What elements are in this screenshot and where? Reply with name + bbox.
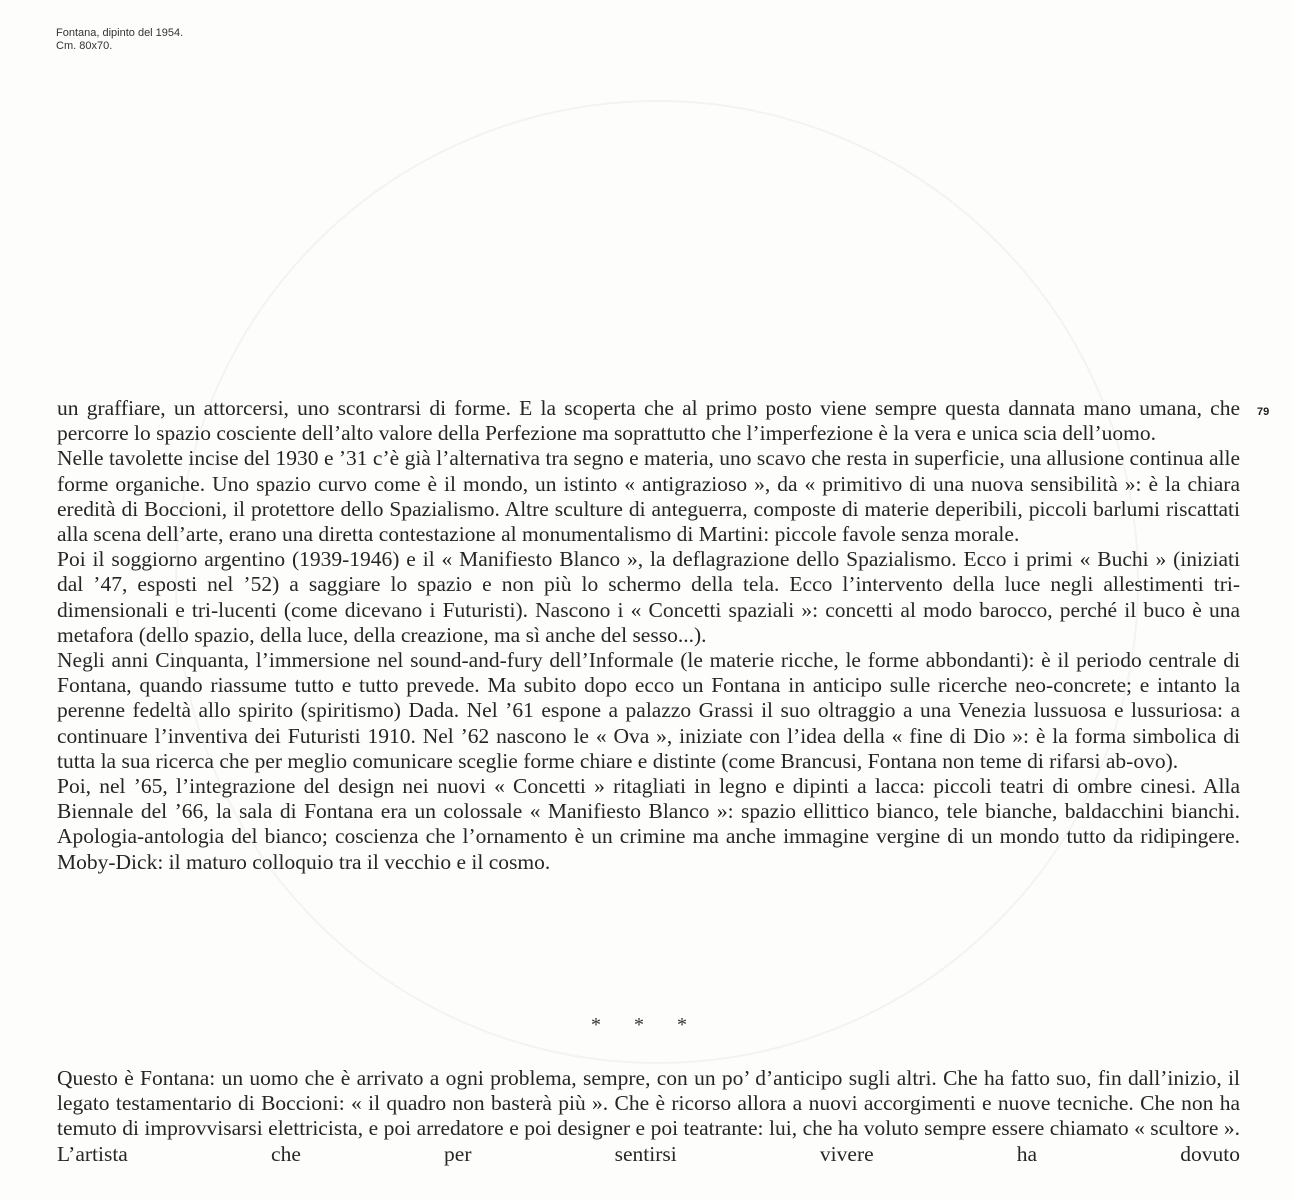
body-text — [57, 396, 1240, 875]
caption-dimensions: Cm. 80x70. — [56, 40, 113, 52]
image-caption — [56, 27, 183, 53]
paragraph: Negli anni Cinquanta, l’immersione nel sound-and-fury dell’Informale (le materie ricche, le forme abbondanti): è il periodo centrale di Fontana, quando riassume tutto e tutto prevede. Ma subito dopo ecco un Fontana in anticipo sulle ricerche neo-concrete; e intanto la perenne fedeltà allo spirito (spiritismo) Dada. Nel ’61 espone a palazzo Grassi il suo oltraggio a una Venezia lussuosa e lussuriosa: a continuare l’inventiva dei Futuristi 1910. Nel ’62 nascono le « Ova », iniziate con l’idea della « fine di Dio »: è la forma simbolica di tutta la sua ricerca che per meglio comunicare sceglie forme chiare e distinte (come Brancusi, Fontana non teme di rifarsi ab-ovo). — [57, 648, 1240, 773]
caption-title: Fontana, dipinto del 1954. — [56, 27, 184, 39]
closing-text — [57, 1066, 1240, 1167]
section-separator: * * * — [591, 1014, 701, 1036]
paragraph: Poi, nel ’65, l’integrazione del design nei nuovi « Concetti » ritagliati in legno e dipinti a lacca: piccoli teatri di ombre cinesi. Alla Biennale del ’66, la sala di Fontana era un colossale « Manifiesto Blanco »: spazio ellittico bianco, tele bianche, baldacchini bianchi. Apologia-antologia del bianco; coscienza che l’ornamento è un crimine ma anche immagine vergine di un mondo tutto da ridipingere. Moby-Dick: il maturo colloquio tra il vecchio e il cosmo. — [57, 774, 1240, 874]
paragraph: Poi il soggiorno argentino (1939-1946) e il « Manifiesto Blanco », la deflagrazione dello Spazialismo. Ecco i primi « Buchi » (iniziati dal ’47, esposti nel ’52) a saggiare lo spazio e non più lo schermo della tela. Ecco l’intervento della luce negli allestimenti tri-dimensionali e tri-lucenti (come dicevano i Futuristi). Nascono i « Concetti spaziali »: concetti al modo barocco, perché il buco è una metafora (dello spazio, della luce, della creazione, ma sì anche del sesso...). — [57, 547, 1240, 647]
paragraph: un graffiare, un attorcersi, uno scontrarsi di forme. E la scoperta che al primo posto viene sempre questa dannata mano umana, che percorre lo spazio cosciente dell’alto valore della Perfezione ma soprattutto che l’imperfezione è la vera e unica scia dell’uomo. — [57, 396, 1240, 446]
page-number: 79 — [1257, 406, 1270, 418]
paragraph: Questo è Fontana: un uomo che è arrivato a ogni problema, sempre, con un po’ d’anticipo sugli altri. Che ha fatto suo, fin dall’inizio, il legato testamentario di Boccioni: « il quadro non basterà più ». Che è ricorso allora a nuovi accorgimenti e nuove tecniche. Che non ha temuto di improvvisarsi elettricista, e poi arredatore e poi designer e poi teatrante: lui, che ha voluto sempre essere chiamato « scultore ». L’artista che per sentirsi vivere ha dovuto — [57, 1066, 1240, 1166]
paragraph: Nelle tavolette incise del 1930 e ’31 c’è già l’alternativa tra segno e materia, uno scavo che resta in superficie, una allusione continua alle forme organiche. Uno spazio curvo come è il mondo, un istinto « antigrazioso », da « primitivo di una nuova sensibilità »: è la chiara eredità di Boccioni, il protettore dello Spazialismo. Altre sculture di anteguerra, composte di materie deperibili, piccoli barlumi riscattati alla scena dell’arte, erano una diretta contestazione al monumentalismo di Martini: piccole favole senza morale. — [57, 446, 1240, 547]
